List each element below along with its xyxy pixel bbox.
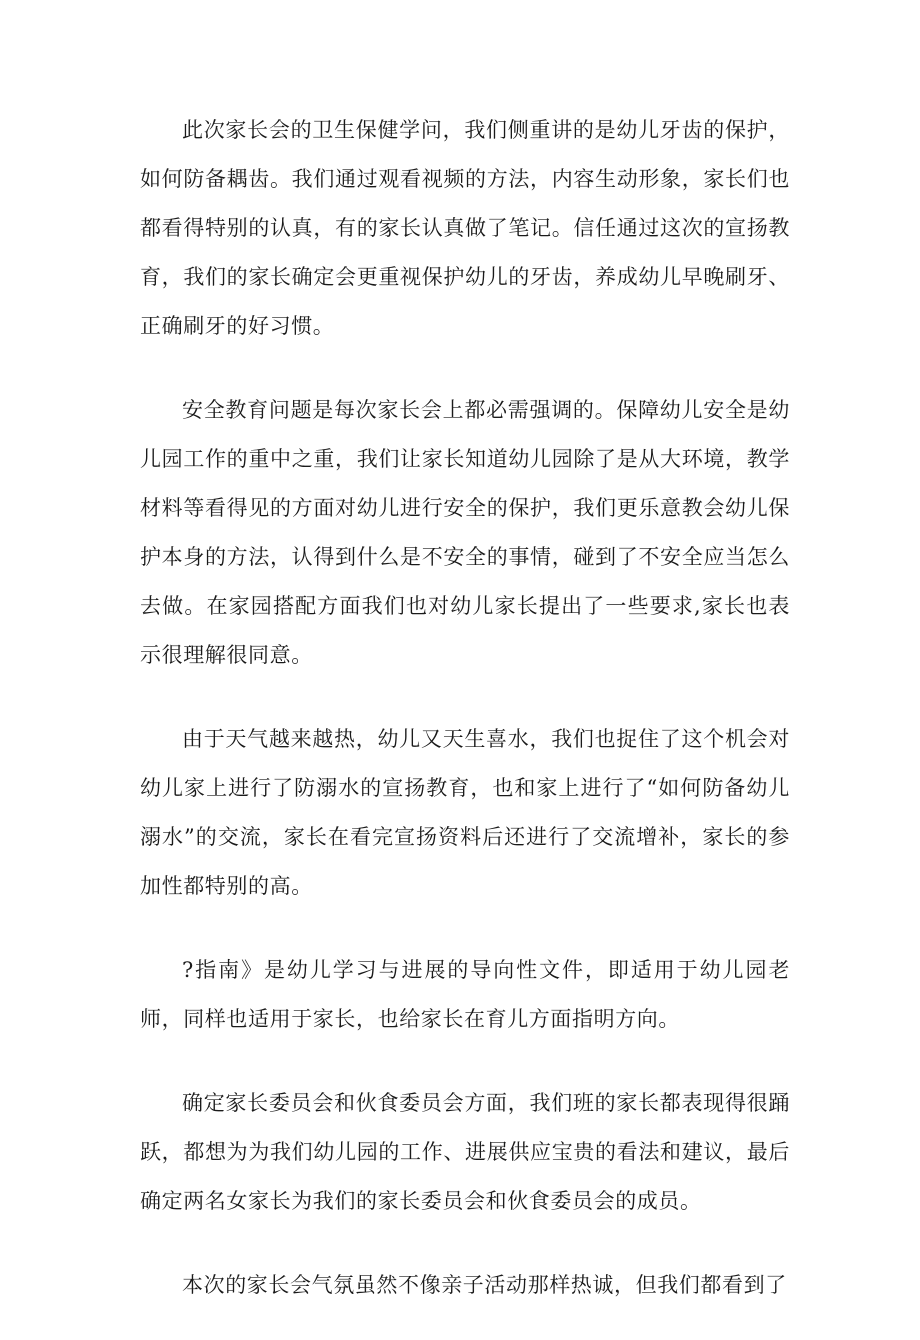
paragraph-drowning-prevention: 由于天气越来越热，幼儿又天生喜水，我们也捉住了这个机会对幼儿家上进行了防溺水的宣扬教育，也和家上进行了“如何防备幼儿溺水”的交流，家长在看完宣扬资料后还进行了交流增补，家长的参加性都特别的高。 <box>140 727 790 898</box>
document-body <box>140 106 790 1340</box>
paragraph-guide: ?指南》是幼儿学习与进展的导向性文件，即适用于幼儿园老师，同样也适用于家长，也给家长在育儿方面指明方向。 <box>140 958 790 1031</box>
paragraph-safety-education: 安全教育问题是每次家长会上都必需强调的。保障幼儿安全是幼儿园工作的重中之重，我们让家长知道幼儿园除了是从大环境，教学材料等看得见的方面对幼儿进行安全的保护，我们更乐意教会幼儿保护本身的方法，认得到什么是不安全的事情，碰到了不安全应当怎么去做。在家园搭配方面我们也对幼儿家长提出了一些要求,家长也表示很理解很同意。 <box>140 398 790 667</box>
paragraph-summary: 本次的家长会气氛虽然不像亲子活动那样热诚，但我们都看到了 <box>182 1273 787 1297</box>
paragraph-committee: 确定家长委员会和伙食委员会方面，我们班的家长都表现得很踊跃，都想为为我们幼儿园的工作、进展供应宝贵的看法和建议，最后确定两名女家长为我们的家长委员会和伙食委员会的成员。 <box>140 1091 790 1213</box>
paragraph-health-care: 此次家长会的卫生保健学问，我们侧重讲的是幼儿牙齿的保护，如何防备耦齿。我们通过观看视频的方法，内容生动形象，家长们也都看得特别的认真，有的家长认真做了笔记。信任通过这次的宣扬教育，我们的家长确定会更重视保护幼儿的牙齿，养成幼儿早晚刷牙、正确刷牙的好习惯。 <box>140 118 790 338</box>
